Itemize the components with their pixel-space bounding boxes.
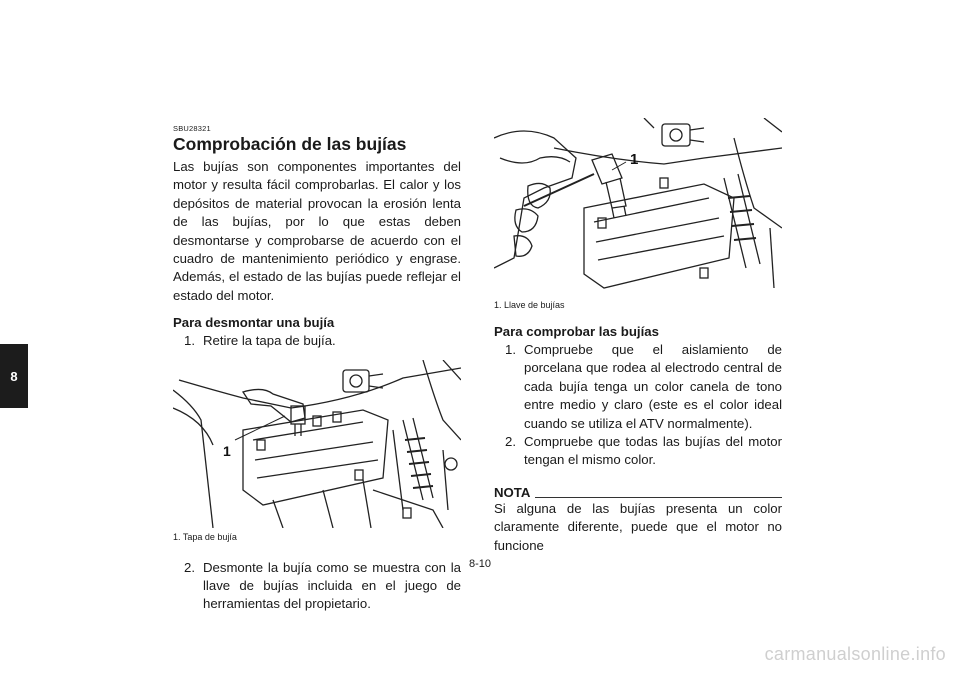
page-number: 8-10	[468, 558, 492, 570]
left-column	[173, 124, 461, 614]
intro-paragraph: Las bujías son componentes importantes del motor y resulta fácil comprobarlas. El calor y los depósitos de material provocan la erosión lenta de las bujías, por lo que estas deben desmontarse y comprobarse de acuerdo con el cuadro de mantenimiento periódico y engrase. Además, el estado de las bujías puede reflejar el estado del motor.	[173, 159, 461, 303]
check-heading: Para comprobar las bujías	[494, 324, 659, 339]
spark-plug-cap-figure	[173, 360, 461, 528]
engine-illustration	[173, 360, 461, 528]
remove-heading: Para desmontar una bujía	[173, 315, 335, 331]
check-step-1	[494, 341, 782, 433]
figure-caption: 1. Llave de bujías	[494, 300, 565, 310]
watermark: carmanualsonline.info	[764, 644, 946, 664]
step-number: 1.	[505, 342, 516, 357]
step-number: 2.	[505, 434, 516, 450]
step-text: Compruebe que todas las bujías del motor tengan el mismo color.	[524, 434, 782, 468]
step-text: Retire la tapa de bujía.	[203, 333, 336, 349]
chapter-tab: 8	[0, 344, 28, 408]
note-header	[494, 485, 782, 500]
spark-plug-wrench-figure	[494, 118, 782, 296]
step-number: 2.	[184, 559, 195, 575]
remove-step-1	[173, 332, 461, 350]
right-column	[494, 118, 782, 555]
engine-illustration	[494, 118, 782, 296]
step-text: Desmonte la bujía como se muestra con la llave de bujías incluida en el juego de herramientas del propietario.	[203, 559, 461, 612]
section-title: Comprobación de las bujías	[173, 134, 407, 154]
section-code: SBU28321	[173, 124, 211, 133]
step-number: 1.	[184, 333, 195, 349]
remove-step-2	[173, 559, 461, 614]
figure-callout: 1	[223, 442, 231, 459]
figure-callout: 1	[630, 151, 639, 168]
note-text: Si alguna de las bujías presenta un color claramente diferente, puede que el motor no funcione	[494, 500, 782, 553]
step-text: Compruebe que el aislamiento de porcelana que rodea al electrodo central de cada bujía tenga un color canela de tono entre medio y claro (este es el color ideal cuando se utiliza el ATV normalmente).	[524, 342, 782, 431]
note-divider	[535, 497, 782, 498]
check-step-2	[494, 433, 782, 470]
note-label: NOTA	[494, 484, 531, 500]
figure-caption: 1. Tapa de bujía	[173, 531, 237, 542]
